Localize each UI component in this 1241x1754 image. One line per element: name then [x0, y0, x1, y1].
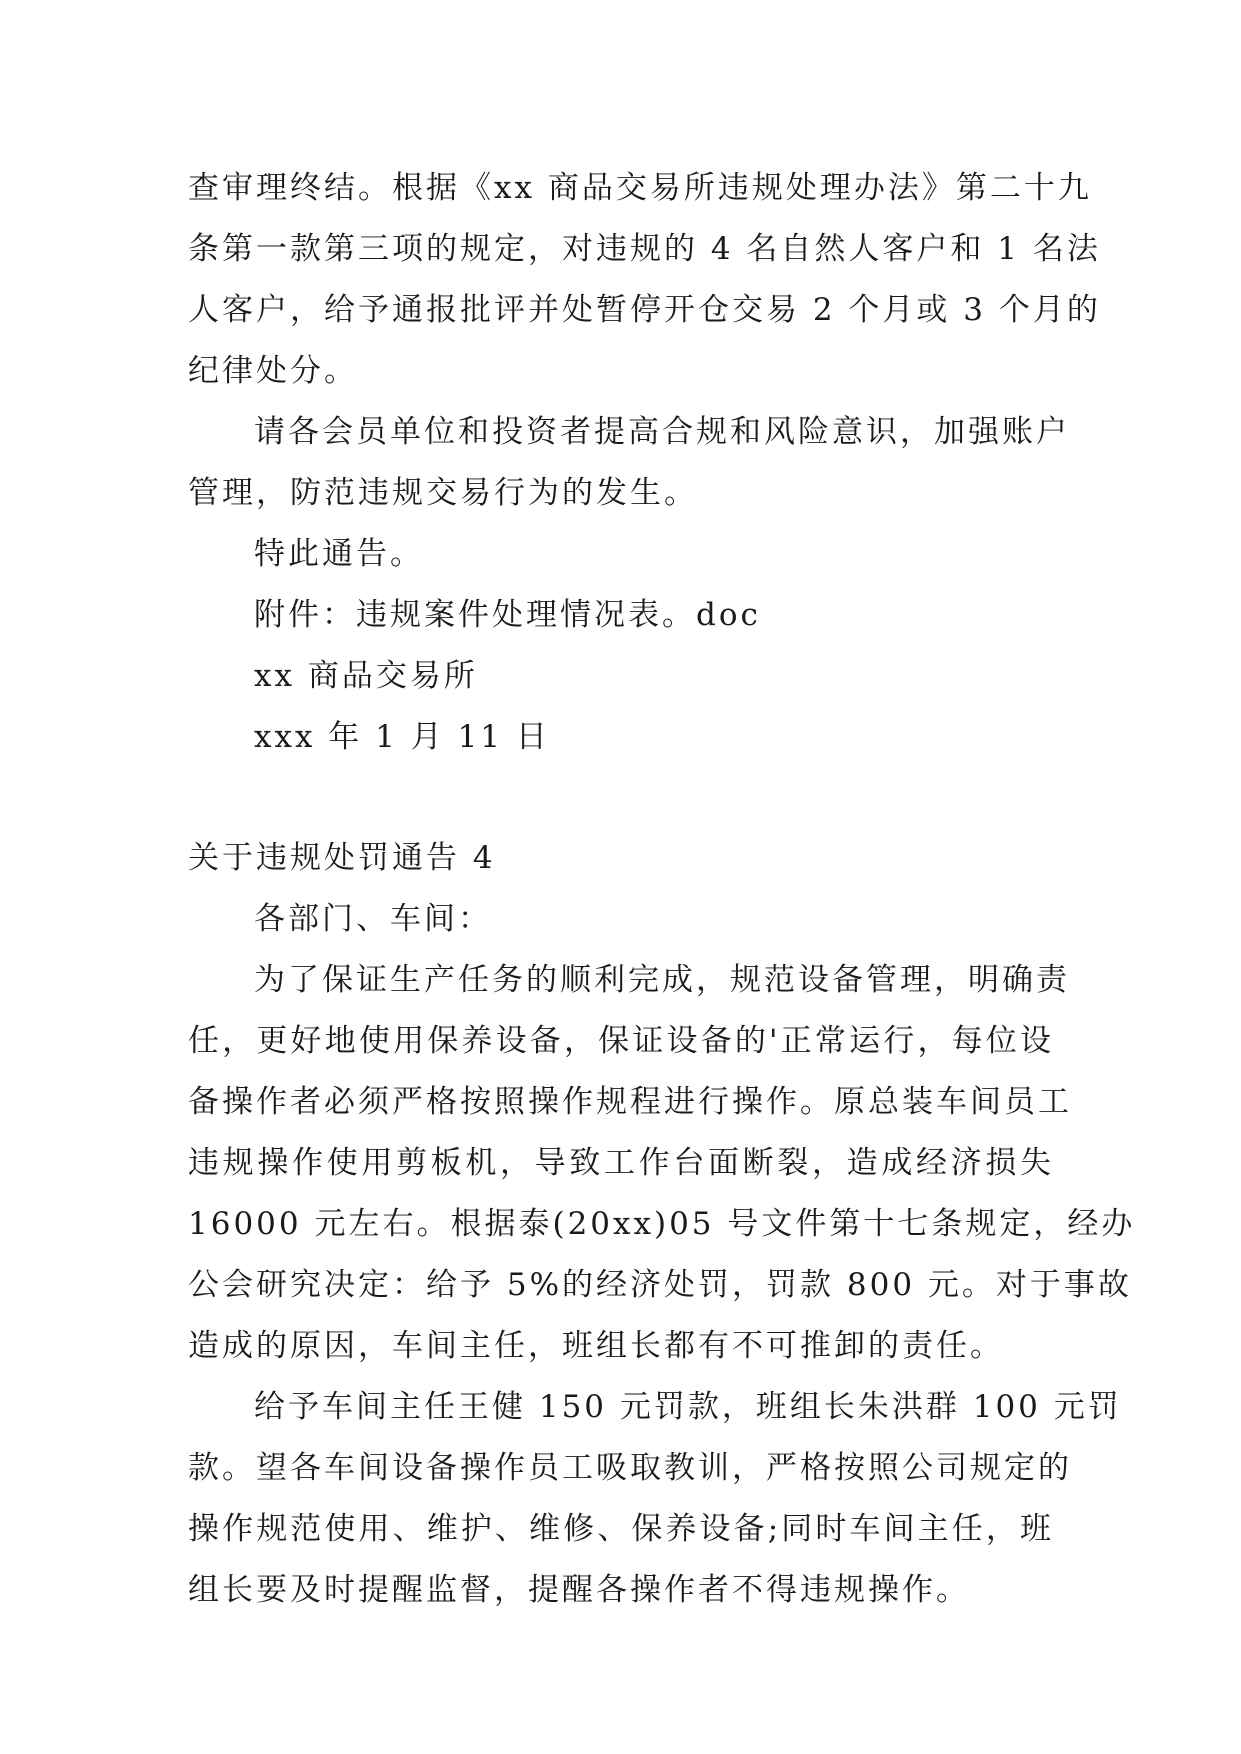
text-line: 16000 元左右。根据泰(20xx)05 号文件第十七条规定，经办 — [188, 1206, 1136, 1242]
section-title: 关于违规处罚通告 4 — [188, 840, 496, 876]
text-line: 给予车间主任王健 150 元罚款，班组长朱洪群 100 元罚 — [254, 1389, 1122, 1425]
paragraph-compliance-reminder — [188, 402, 1070, 524]
text-line: 查审理终结。根据《xx 商品交易所违规处理办法》第二十九 — [188, 170, 1092, 206]
attachment-line: 附件：违规案件处理情况表。doc — [254, 597, 761, 633]
text-line: 条第一款第三项的规定，对违规的 4 名自然人客户和 1 名法 — [188, 231, 1101, 267]
paragraph-incident-description — [188, 950, 1136, 1377]
document-body — [188, 158, 1136, 1621]
section-spacer — [188, 768, 1054, 828]
text-line: 请各会员单位和投资者提高合规和风险意识，加强账户 — [254, 414, 1070, 450]
text-line: 任，更好地使用保养设备，保证设备的'正常运行，每位设 — [188, 1023, 1054, 1059]
text-line: 管理，防范违规交易行为的发生。 — [188, 475, 698, 511]
salutation: 各部门、车间： — [254, 901, 492, 937]
text-line: 造成的原因，车间主任，班组长都有不可推卸的责任。 — [188, 1328, 1004, 1364]
text-line: 组长要及时提醒监督，提醒各操作者不得违规操作。 — [188, 1572, 970, 1608]
text-line: 违规操作使用剪板机，导致工作台面断裂，造成经济损失 — [188, 1145, 1054, 1181]
text-line: 款。望各车间设备操作员工吸取教训，严格按照公司规定的 — [188, 1450, 1072, 1486]
closing-statement: 特此通告。 — [254, 536, 424, 572]
text-line: 人客户，给予通报批评并处暂停开仓交易 2 个月或 3 个月的 — [188, 292, 1101, 328]
text-line: 备操作者必须严格按照操作规程进行操作。原总装车间员工 — [188, 1084, 1072, 1120]
text-line: 纪律处分。 — [188, 353, 358, 389]
paragraph-penalty-decision — [188, 158, 1101, 402]
issuer-name: xx 商品交易所 — [254, 658, 478, 694]
paragraph-fines-and-warning — [188, 1377, 1122, 1621]
text-line: 为了保证生产任务的顺利完成，规范设备管理，明确责 — [254, 962, 1070, 998]
text-line: 操作规范使用、维护、维修、保养设备;同时车间主任，班 — [188, 1511, 1054, 1547]
issue-date: xxx 年 1 月 11 日 — [254, 719, 550, 755]
text-line: 公会研究决定：给予 5%的经济处罚，罚款 800 元。对于事故 — [188, 1267, 1132, 1303]
